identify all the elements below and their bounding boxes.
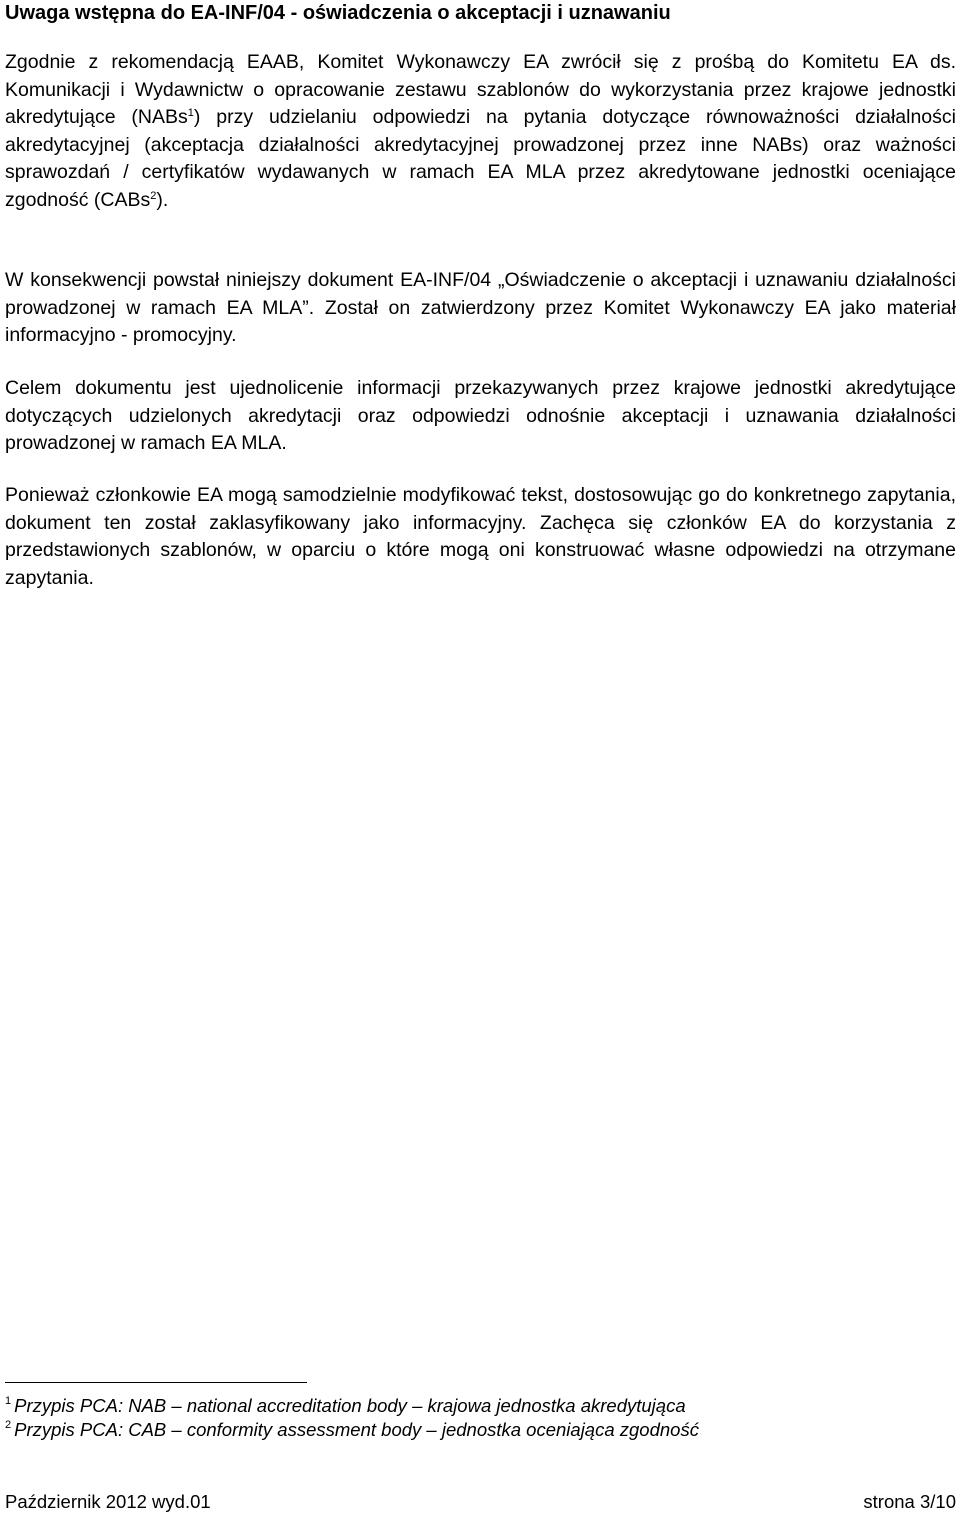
paragraph-intro-part1: Zgodnie z rekomendacją EAAB, Komitet Wykonawczy EA zwrócił się z prośbą do Komitetu EA ds. Komunikacji i Wydawnictw o opracowanie zestawu szablonów do wykorzystania przez krajowe jednostki akredytujące (NABs: [5, 51, 956, 128]
footnote-separator: [5, 1382, 307, 1383]
footnote-text: Przypis PCA: NAB – national accreditation body – krajowa jednostka akredytująca: [14, 1395, 686, 1416]
footnote-number: 2: [5, 1419, 12, 1431]
footnote-1: [5, 1394, 686, 1418]
paragraph-consequence: W konsekwencji powstał niniejszy dokument EA-INF/04 „Oświadczenie o akceptacji i uznawaniu działalności prowadzonej w ramach EA MLA”. Został on zatwierdzony przez Komitet Wykonawczy EA jako materiał informacyjno - promocyjny.: [5, 269, 956, 346]
paragraph-intro-part2: ) przy udzielaniu odpowiedzi na pytania dotyczące równoważności działalności akredytacyjnej (akceptacja działalności akredytacyjnej prowadzonej przez inne NABs) oraz ważności sprawozdań / certyfikatów wydawanych w ramach EA MLA przez akredytowane jednostki oceniające zgodność (CABs: [5, 106, 956, 211]
paragraph-purpose: Celem dokumentu jest ujednolicenie informacji przekazywanych przez krajowe jednostki akredytujące dotyczących udzielonych akredytacji oraz odpowiedzi odnośnie akceptacji i uznawania działalności prowadzonej w ramach EA MLA.: [5, 377, 956, 454]
document-title: Uwaga wstępna do EA-INF/04 - oświadczenia o akceptacji i uznawaniu: [5, 2, 671, 24]
paragraph-intro: [5, 49, 956, 214]
footnote-ref-1: 1: [187, 107, 194, 119]
footnote-ref-2: 2: [150, 189, 157, 202]
paragraph-members: Ponieważ członkowie EA mogą samodzielnie modyfikować tekst, dostosowując go do konkretnego zapytania, dokument ten został zaklasyfikowany jako informacyjny. Zachęca się członków EA do korzystania z przedstawionych szablonów, w oparciu o które mogą oni konstruować własne odpowiedzi na otrzymane zapytania.: [5, 484, 956, 589]
footer-date-edition: Październik 2012 wyd.01: [5, 1491, 211, 1512]
footnote-2: [5, 1418, 699, 1442]
document-page: [5, 0, 956, 1517]
footnote-number: 1: [5, 1395, 12, 1407]
footnote-text: Przypis PCA: CAB – conformity assessment body – jednostka oceniająca zgodność: [14, 1419, 699, 1440]
paragraph-intro-part3: ).: [156, 188, 169, 211]
footer-page-number: strona 3/10: [863, 1491, 956, 1512]
